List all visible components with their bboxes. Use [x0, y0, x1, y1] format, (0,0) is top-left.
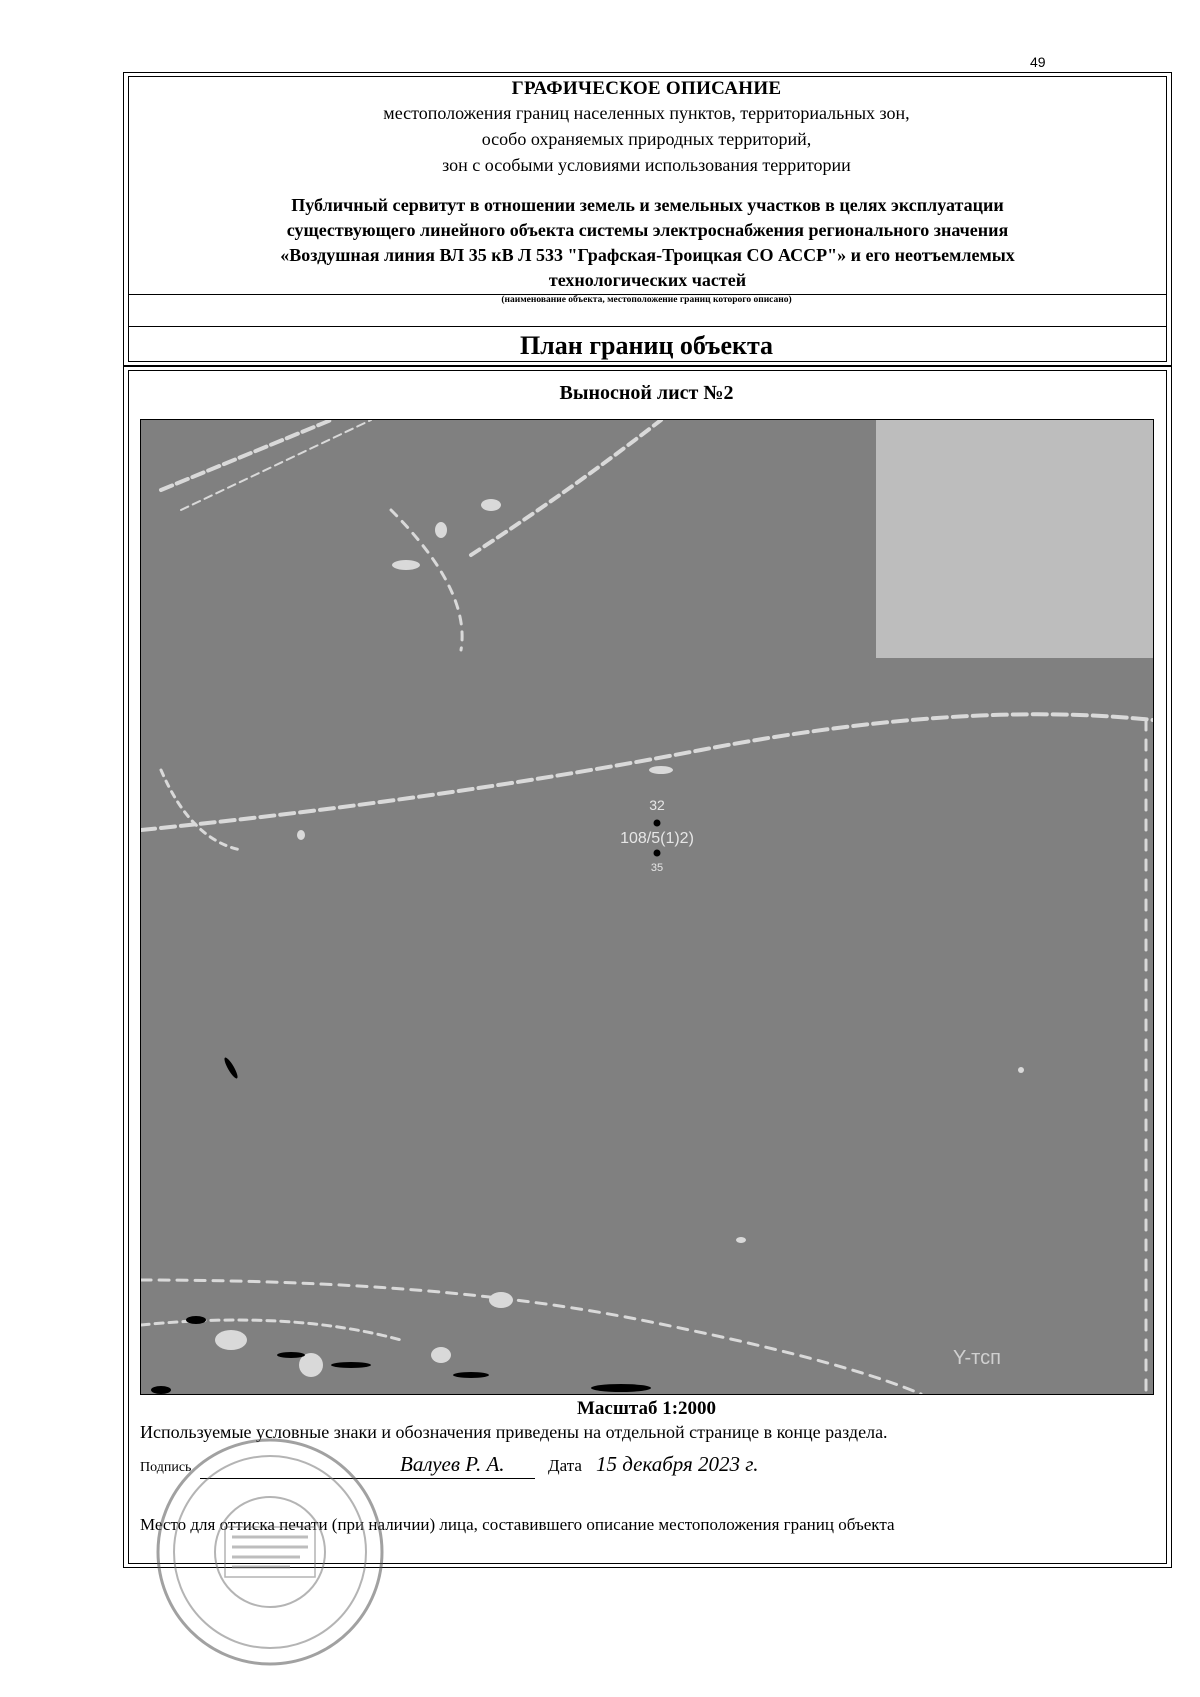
signer-name: Валуев Р. А.: [400, 1452, 505, 1476]
divider: [128, 326, 1167, 327]
stamp-note: Место для оттиска печати (при наличии) лица, составившего описание местоположения границ объекта: [140, 1515, 895, 1534]
subtitle-line-2: особо охраняемых природных территорий,: [481, 129, 812, 149]
map-scale: Масштаб 1:2000: [576, 1398, 717, 1419]
signature-label: Подпись: [140, 1460, 192, 1475]
document-title: ГРАФИЧЕСКОЕ ОПИСАНИЕ: [511, 78, 782, 99]
object-name-line-1: Публичный сервитут в отношении земель и земельных участков в целях эксплуатации: [291, 195, 1004, 215]
map-light-area: [876, 420, 1153, 658]
map-label-point-top: 32: [649, 797, 665, 813]
subtitle-line-1: местоположения границ населенных пунктов, территориальных зон,: [383, 103, 910, 123]
legend-note: Используемые условные знаки и обозначения приведены на отдельной странице в конце раздела.: [140, 1422, 888, 1442]
map-graphics: [141, 420, 1153, 1394]
object-name-line-3: «Воздушная линия ВЛ 35 кВ Л 533 "Графская-Троицкая СО АССР"» и его неотъемлемых: [280, 245, 1015, 265]
date-label: Дата: [548, 1456, 582, 1475]
map-label-parcel: 108/5(1)2): [620, 830, 694, 847]
object-name-line-2: существующего линейного объекта системы электроснабжения регионального значения: [286, 220, 1009, 240]
object-name: [180, 193, 1115, 293]
map-corner-label: Y-тсп: [953, 1347, 1001, 1369]
map-label-point-bottom: 35: [650, 862, 664, 874]
seal-stamp: [150, 1432, 390, 1672]
plan-title: План границ объекта: [519, 331, 774, 360]
boundary-point: [654, 850, 661, 857]
object-name-line-4: технологических частей: [548, 270, 747, 290]
boundary-point: [654, 820, 661, 827]
date-value: 15 декабря 2023 г.: [596, 1452, 759, 1476]
page-number: 49: [1030, 54, 1046, 70]
subtitle-line-3: зон с особыми условиями использования территории: [442, 155, 851, 175]
sheet-title: Выносной лист №2: [559, 382, 734, 404]
map-image: [140, 419, 1154, 1395]
object-caption: (наименование объекта, местоположение границ которого описано): [501, 295, 792, 305]
